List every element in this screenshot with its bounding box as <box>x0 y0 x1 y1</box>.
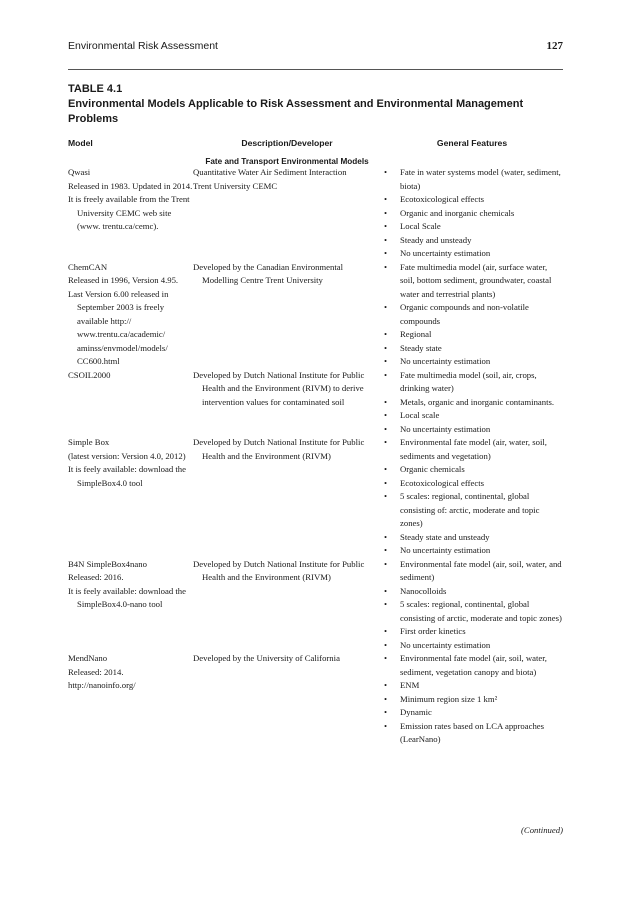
features-list <box>381 652 563 747</box>
model-note: Last Version 6.00 released in September 2003 is freely available http:// www.trentu.ca/academic/ aminss/envmodel/models/ CC600.html <box>68 288 169 366</box>
feature-item: • Environmental fate model (air, soil, water, sediment, vegetation canopy and biota) <box>381 652 563 679</box>
table-header-row <box>68 138 563 148</box>
header-model: Model <box>68 138 93 148</box>
features-list <box>381 166 563 261</box>
description-text: Developed by the Canadian Environmental Modelling Centre Trent University <box>193 261 344 285</box>
description-cell <box>193 369 381 437</box>
feature-item: • No uncertainty estimation <box>381 544 563 558</box>
feature-item: • Steady state <box>381 342 563 356</box>
model-name: Qwasi <box>68 167 91 177</box>
model-cell <box>68 652 193 747</box>
model-name: CSOIL2000 <box>68 369 111 380</box>
running-head-title: Environmental Risk Assessment <box>68 40 218 52</box>
model-cell <box>68 369 193 437</box>
table-label: TABLE 4.1 <box>68 83 123 95</box>
table-title: Environmental Models Applicable to Risk Assessment and Environmental Management Problems <box>68 98 524 125</box>
header-features: General Features <box>436 138 508 148</box>
model-note: It is feely available: download the SimpleBox4.0 tool <box>68 464 186 488</box>
description-text: Trent University CEMC <box>193 180 278 191</box>
model-cell <box>68 436 193 558</box>
feature-item: • 5 scales: regional, continental, global consisting of: arctic, moderate and topic zones) <box>381 490 563 531</box>
table-row <box>68 369 563 437</box>
table-row <box>68 261 563 369</box>
page <box>68 40 563 835</box>
description-text: Developed by Dutch National Institute for Public Health and the Environment (RIVM) <box>193 437 365 461</box>
description-cell <box>193 558 381 653</box>
feature-item: • Fate multimedia model (air, surface water, soil, bottom sediment, groundwater, coastal water and terrestrial plants) <box>381 261 563 302</box>
feature-item: • Ecotoxicological effects <box>381 193 563 207</box>
table-body <box>68 166 563 747</box>
feature-item: • Minimum region size 1 km² <box>381 693 563 707</box>
description-cell <box>193 436 381 558</box>
feature-item: • Fate multimedia model (soil, air, crops, drinking water) <box>381 369 563 396</box>
features-cell <box>381 369 563 437</box>
table-row <box>68 652 563 747</box>
description-text: Developed by Dutch National Institute for Public Health and the Environment (RIVM) to derive intervention values for contaminated soil <box>193 369 365 407</box>
header-rule <box>68 69 563 70</box>
model-note: Released: 2016. <box>68 572 124 582</box>
model-name: ChemCAN <box>68 261 108 272</box>
description-cell <box>193 652 381 747</box>
table-row <box>68 436 563 558</box>
features-list <box>381 369 563 437</box>
feature-item: • ENM <box>381 679 563 693</box>
running-head <box>68 40 563 52</box>
page-number: 127 <box>546 40 563 52</box>
table-row <box>68 558 563 653</box>
description-cell <box>193 166 381 261</box>
features-cell <box>381 166 563 261</box>
model-note: Released in 1996, Version 4.95. <box>68 275 179 285</box>
description-text: Developed by the University of California <box>193 653 340 663</box>
feature-item: • Environmental fate model (air, soil, water, and sediment) <box>381 558 563 585</box>
feature-item: • Organic compounds and non-volatile compounds <box>381 301 563 328</box>
description-text: Quantitative Water Air Sediment Interaction <box>193 167 347 177</box>
model-cell <box>68 166 193 261</box>
model-name: MendNano <box>68 653 108 663</box>
description-text: Developed by Dutch National Institute for Public Health and the Environment (RIVM) <box>193 558 365 582</box>
header-description: Description/Developer <box>241 138 333 148</box>
section-heading: Fate and Transport Environmental Models <box>205 157 369 166</box>
feature-item: • First order kinetics <box>381 625 563 639</box>
model-name: Simple Box <box>68 437 110 447</box>
model-cell <box>68 558 193 653</box>
feature-item: • Dynamic <box>381 706 563 720</box>
feature-item: • No uncertainty estimation <box>381 639 563 653</box>
feature-item: • No uncertainty estimation <box>381 247 563 261</box>
feature-item: • Local scale <box>381 409 563 423</box>
continued-note: (Continued) <box>521 825 563 835</box>
model-name: B4N SimpleBox4nano <box>68 558 147 569</box>
feature-item: • Fate in water systems model (water, sediment, biota) <box>381 166 563 193</box>
feature-item: • No uncertainty estimation <box>381 423 563 437</box>
feature-item: • Regional <box>381 328 563 342</box>
feature-item: • No uncertainty estimation <box>381 355 563 369</box>
model-note: http://nanoinfo.org/ <box>68 680 136 690</box>
feature-item: • Ecotoxicological effects <box>381 477 563 491</box>
model-note: Released: 2014. <box>68 666 124 677</box>
table-row <box>68 166 563 261</box>
feature-item: • Nanocolloids <box>381 585 563 599</box>
feature-item: • 5 scales: regional, continental, global consisting of arctic, moderate and topic zones) <box>381 598 563 625</box>
feature-item: • Local Scale <box>381 220 563 234</box>
feature-item: • Environmental fate model (air, water, soil, sediments and vegetation) <box>381 436 563 463</box>
model-cell <box>68 261 193 369</box>
feature-item: • Steady and unsteady <box>381 234 563 248</box>
feature-item: • Steady state and unsteady <box>381 531 563 545</box>
features-list <box>381 558 563 653</box>
feature-item: • Organic and inorganic chemicals <box>381 207 563 221</box>
model-note: It is freely available from the Trent University CEMC web site (www. trentu.ca/cemc). <box>68 194 190 231</box>
features-cell <box>381 652 563 747</box>
feature-item: • Metals, organic and inorganic contaminants. <box>381 396 563 410</box>
features-list <box>381 436 563 558</box>
model-note: Released in 1983. Updated in 2014. <box>68 180 193 191</box>
model-note: (latest version: Version 4.0, 2012) <box>68 450 186 461</box>
model-note: It is feely available: download the SimpleBox4.0-nano tool <box>68 585 186 609</box>
feature-item: • Emission rates based on LCA approaches (LearNano) <box>381 720 563 747</box>
description-cell <box>193 261 381 369</box>
features-cell <box>381 261 563 369</box>
features-cell <box>381 558 563 653</box>
features-list <box>381 261 563 369</box>
features-cell <box>381 436 563 558</box>
feature-item: • Organic chemicals <box>381 463 563 477</box>
